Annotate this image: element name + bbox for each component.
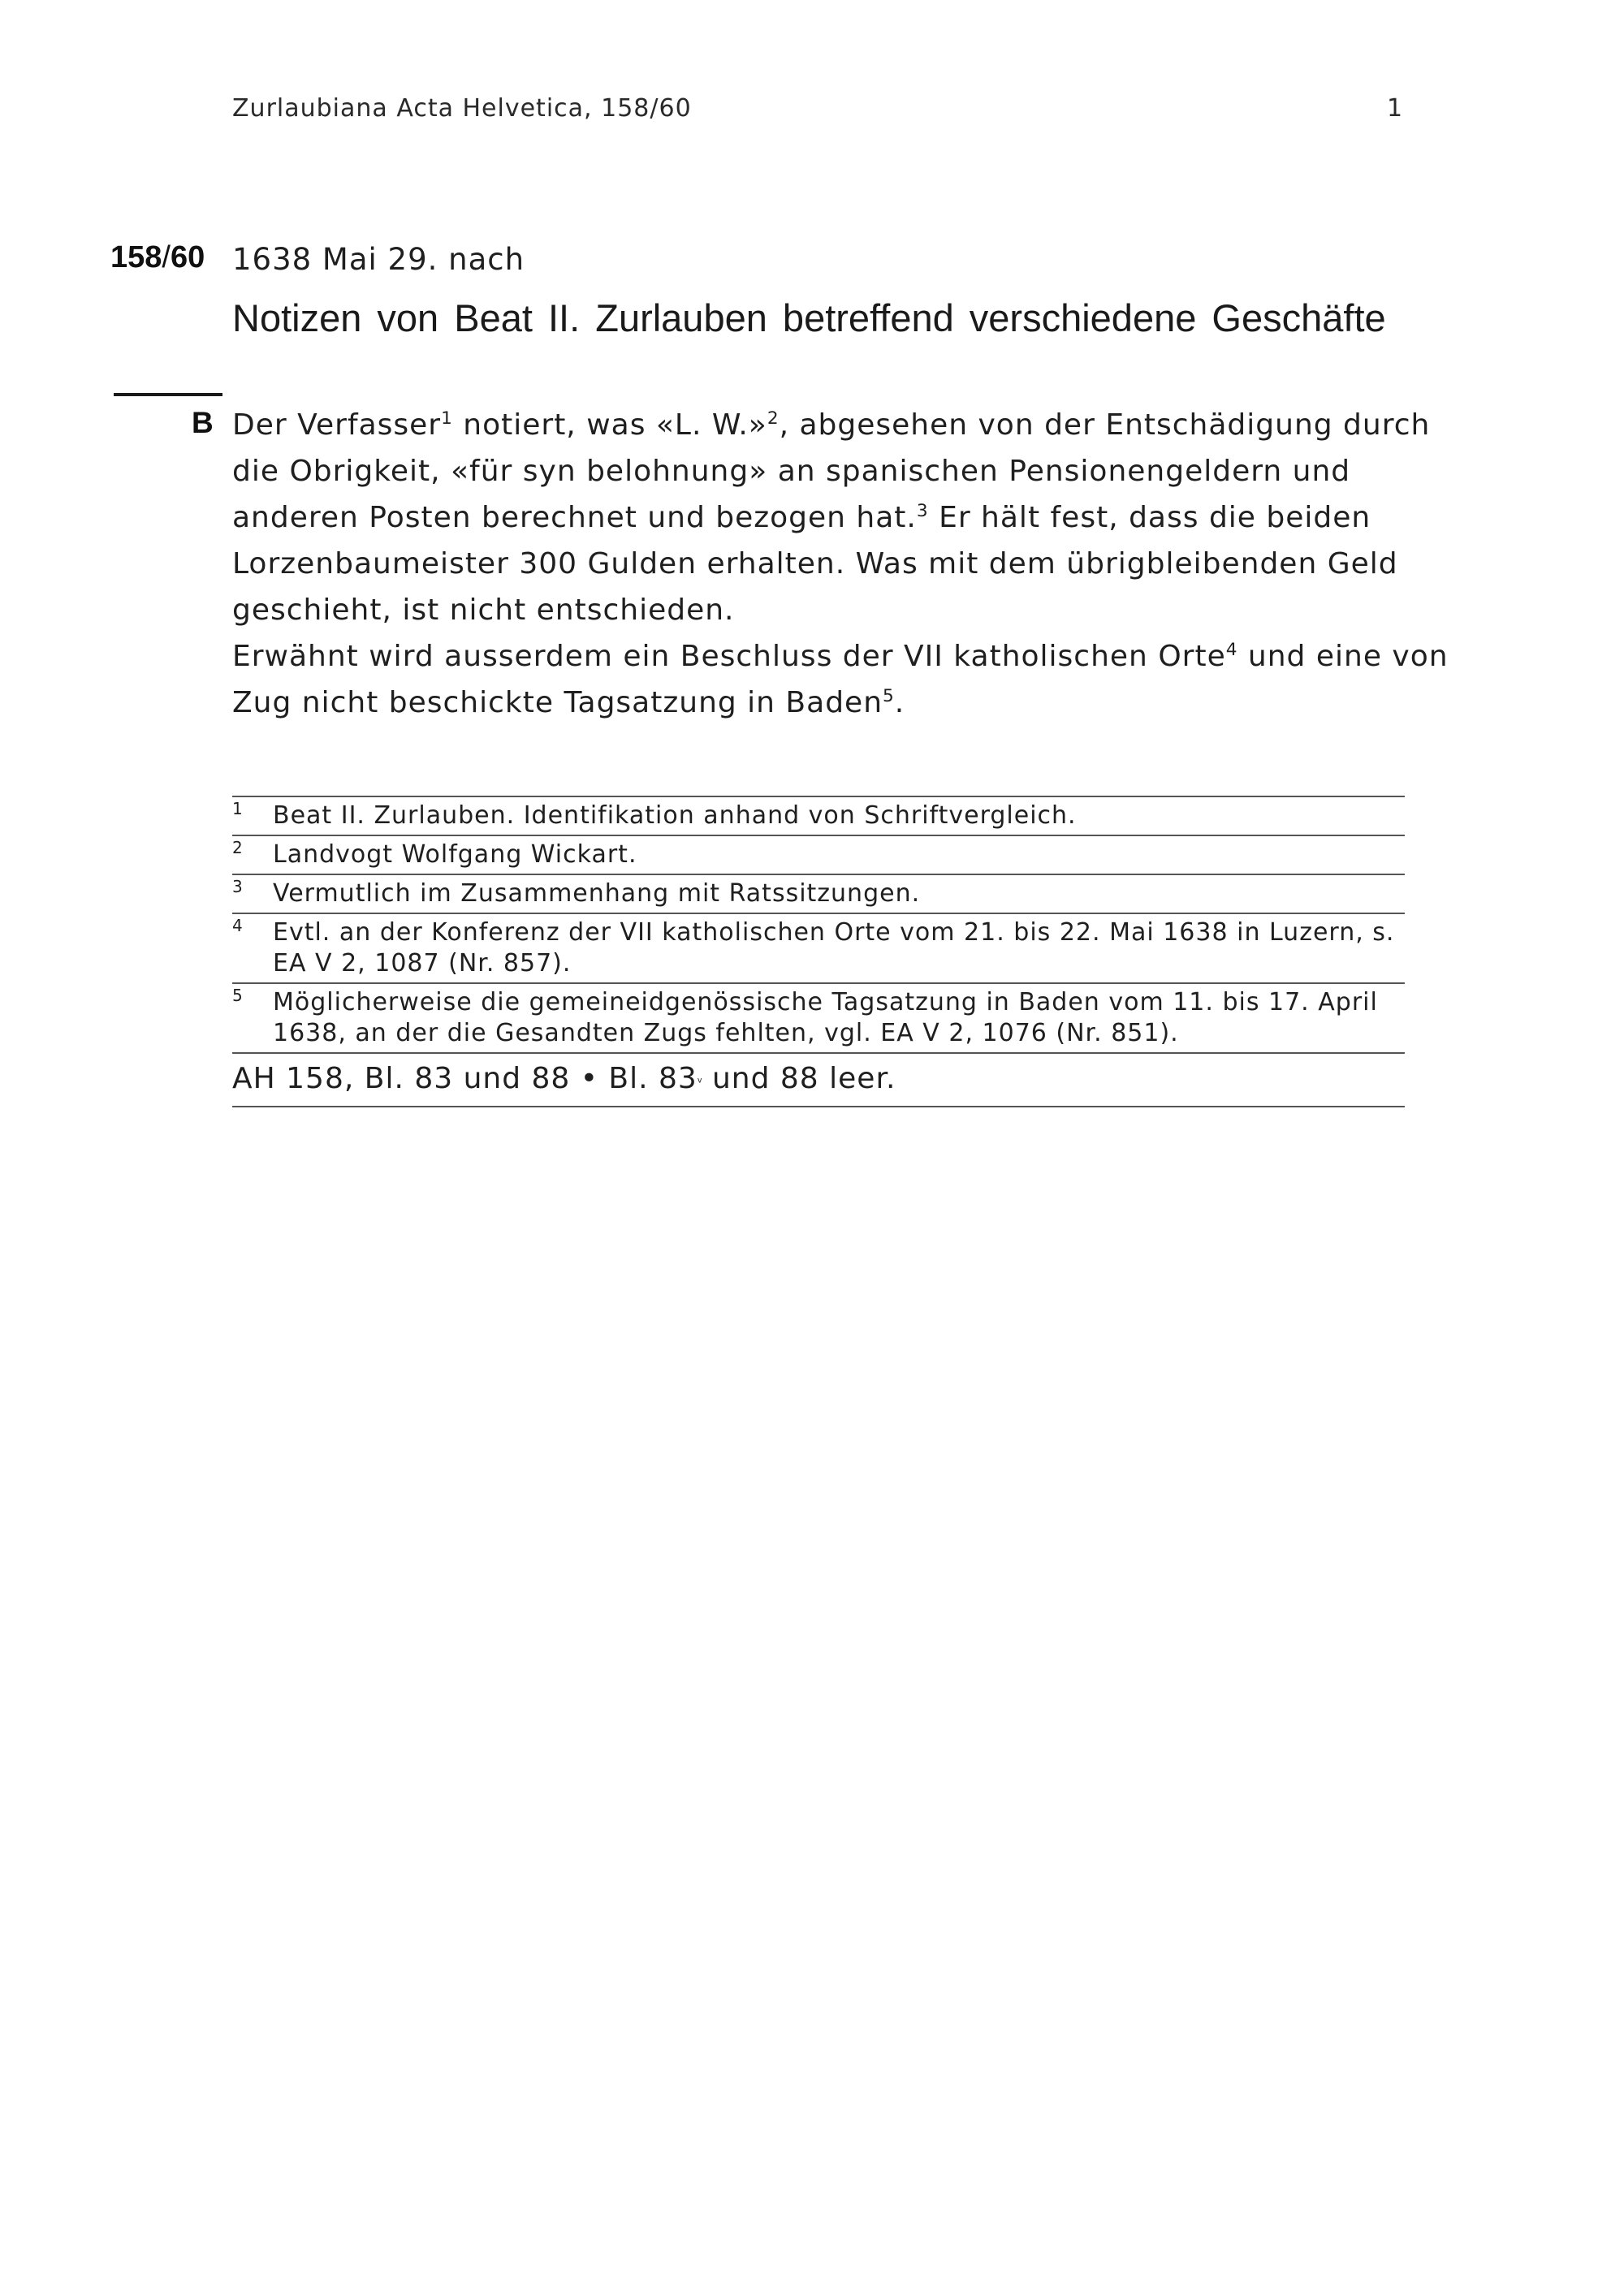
- footnote-ref: 5: [883, 686, 895, 706]
- regest-line: [232, 494, 1418, 541]
- document-number-volume: 158: [110, 240, 162, 274]
- footnote-text: Vermutlich im Zusammenhang mit Ratssitzungen.: [273, 879, 921, 908]
- footnote: [232, 874, 1405, 913]
- footnote-ref: 1: [441, 408, 453, 429]
- footnote-number: 1: [232, 799, 243, 818]
- footnote-ref: 2: [767, 408, 780, 429]
- regest-line: Lorzenbaumeister 300 Gulden erhalten. Was mit dem übrigbleibenden Geld: [232, 547, 1398, 580]
- regest-line: [232, 680, 1418, 726]
- footnote: [232, 913, 1405, 982]
- footnote: [232, 796, 1405, 835]
- footnote-text: Landvogt Wolfgang Wickart.: [273, 840, 637, 869]
- regest-text: Der Verfasser: [232, 408, 442, 442]
- source-reference: [232, 1052, 1405, 1107]
- page-number: 1: [1387, 94, 1403, 123]
- footnote: [232, 982, 1405, 1052]
- document-number-separator: /: [162, 240, 171, 274]
- regest-text: Er hält fest, dass die beiden: [928, 501, 1371, 534]
- document-date: 1638 Mai 29. nach: [232, 242, 525, 277]
- document-number: [110, 240, 205, 275]
- regest-line: [232, 633, 1449, 680]
- footnote-text: Beat II. Zurlauben. Identifikation anhand von Schriftvergleich.: [273, 801, 1077, 830]
- footnote-number: 5: [232, 986, 243, 1005]
- regest-body: [232, 402, 1449, 726]
- running-title: Zurlaubiana Acta Helvetica, 158/60: [232, 94, 692, 123]
- regest-text: , abgesehen von der Entschädigung durch: [779, 408, 1431, 442]
- footnote-text: 1638, an der die Gesandten Zugs fehlten, vgl. EA V 2, 1076 (Nr. 851).: [273, 1019, 1179, 1047]
- footnote-number: 2: [232, 838, 243, 857]
- document-title: Notizen von Beat II. Zurlauben betreffend verschiedene Geschäfte: [232, 296, 1386, 339]
- footnote-text: EA V 2, 1087 (Nr. 857).: [273, 949, 572, 978]
- regest-text: und eine von: [1237, 640, 1449, 673]
- regest-text: Zug nicht beschickte Tagsatzung in Baden: [232, 686, 883, 719]
- footnote-text: Möglicherweise die gemeineidgenössische Tagsatzung in Baden vom 11. bis 17. April: [273, 988, 1378, 1016]
- source-text: und 88 leer.: [702, 1062, 896, 1095]
- regest-text: notiert, was «L. W.»: [452, 408, 767, 442]
- side-rule: [114, 393, 222, 396]
- regest-text: Erwähnt wird ausserdem ein Beschluss der VII katholischen Orte: [232, 640, 1226, 673]
- footnote-number: 4: [232, 916, 243, 935]
- regest-text: .: [894, 686, 905, 719]
- footnote-ref: 3: [916, 501, 929, 521]
- regest-marker: B: [192, 406, 214, 439]
- source-text: AH 158, Bl. 83 und 88 • Bl. 83: [232, 1062, 698, 1095]
- regest-line: [232, 402, 1431, 448]
- document-number-item: 60: [170, 240, 205, 274]
- footnote-apparatus: [232, 796, 1405, 1107]
- source-verso-mark: v: [697, 1076, 702, 1085]
- footnote-ref: 4: [1225, 640, 1238, 660]
- footnote-number: 3: [232, 877, 243, 896]
- regest-text: anderen Posten berechnet und bezogen hat.: [232, 501, 917, 534]
- footnote-text: Evtl. an der Konferenz der VII katholischen Orte vom 21. bis 22. Mai 1638 in Luzern, s.: [273, 918, 1395, 947]
- regest-line: die Obrigkeit, «für syn belohnung» an spanischen Pensionengeldern und: [232, 455, 1351, 488]
- footnote: [232, 835, 1405, 874]
- regest-line: geschieht, ist nicht entschieden.: [232, 593, 735, 627]
